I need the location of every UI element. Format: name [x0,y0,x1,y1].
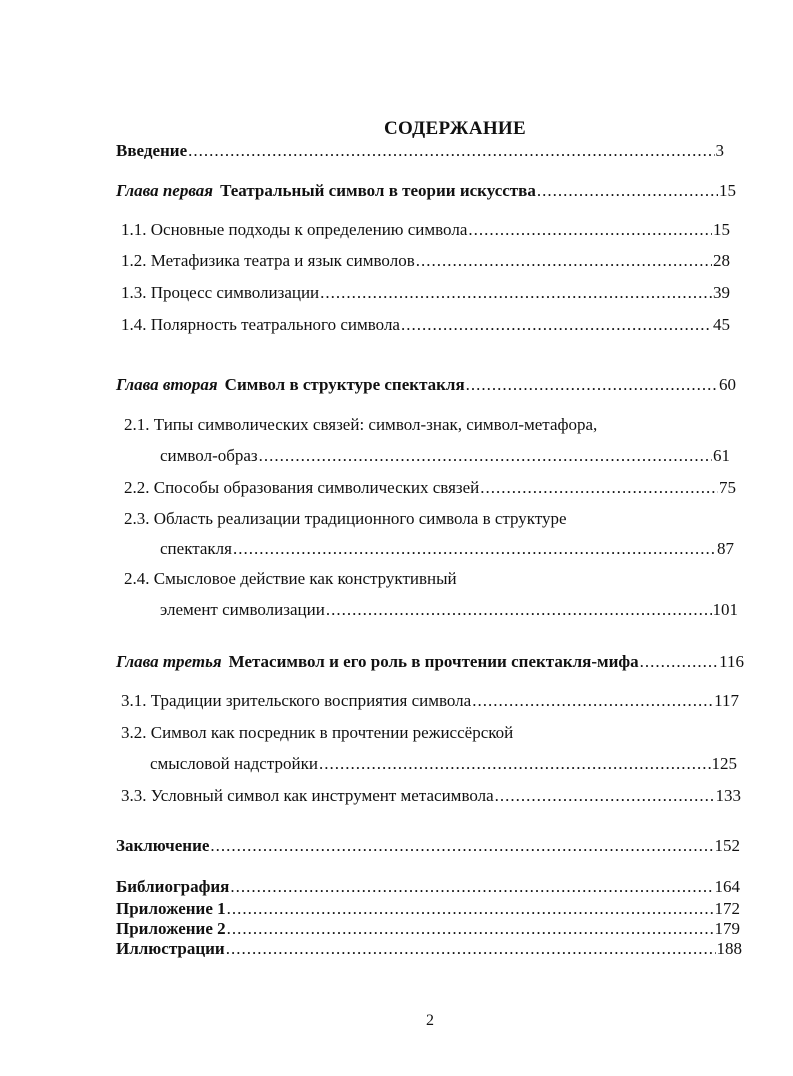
entry-page: 60 [719,375,736,394]
entry-page: 87 [717,539,734,558]
dot-leader [259,445,712,467]
toc-chapter-3 [116,651,744,673]
entry-label: 2.2. Способы образования символических связей [124,478,480,497]
toc-entry-1-2 [121,250,730,272]
entry-label: Введение [116,141,188,160]
dot-leader [537,180,718,202]
entry-page: 188 [716,939,742,958]
toc-entry-3-2 [150,753,737,775]
toc-entry-1-1 [121,219,730,241]
dot-leader [227,898,714,920]
entry-label: Приложение 1 [116,899,226,918]
page-number: 2 [426,1012,434,1029]
dot-leader [495,785,715,807]
toc-entry-1-4 [121,314,730,336]
toc-entry-illustrations [116,938,742,960]
entry-label: 1.2. Метафизика театра и язык символов [121,251,415,270]
dot-leader [468,219,712,241]
dot-leader [233,538,716,560]
chapter-label: Глава вторая [116,375,218,394]
toc-entry-3-3 [121,785,741,807]
dot-leader [188,140,714,162]
entry-label: 3.3. Условный символ как инструмент метасимвола [121,786,494,805]
toc-title: СОДЕРЖАНИЕ [384,118,526,139]
dot-leader [416,250,712,272]
toc-entry-1-3 [121,282,730,304]
chapter-title: Театральный символ в теории искусства [220,181,536,200]
dot-leader [401,314,712,336]
entry-page: 3 [715,141,724,160]
chapter-label: Глава первая [116,181,214,200]
toc-chapter-1 [116,180,736,202]
dot-leader [480,477,718,499]
entry-label: Библиография [116,877,230,896]
toc-entry-appendix-2 [116,918,740,940]
dot-leader [320,282,712,304]
chapter-label: Глава третья [116,652,222,671]
dot-leader [230,876,713,898]
toc-entry-2-1-line1: 2.1. Типы символических связей: символ-знак, символ-метафора, [124,415,598,434]
toc-entry-3-2-line1: 3.2. Символ как посредник в прочтении режиссёрской [121,723,514,742]
toc-entry-2-4-line1: 2.4. Смысловое действие как конструктивный [124,569,457,588]
toc-entry-intro [116,140,724,162]
dot-leader [640,651,718,673]
entry-label: спектакля [160,539,232,558]
entry-label: смысловой надстройки [150,754,318,773]
entry-page: 61 [713,446,730,465]
entry-page: 179 [714,919,740,938]
entry-page: 164 [714,877,740,896]
toc-entry-appendix-1 [116,898,740,920]
entry-label: символ-образ [160,446,258,465]
dot-leader [326,599,712,621]
entry-page: 15 [719,181,736,200]
entry-page: 28 [713,251,730,270]
entry-page: 125 [711,754,737,773]
entry-label: 1.3. Процесс символизации [121,283,320,302]
entry-page: 172 [714,899,740,918]
dot-leader [226,938,716,960]
toc-entry-bibliography [116,876,740,898]
entry-label: 1.4. Полярность театрального символа [121,315,400,334]
dot-leader [210,835,713,857]
entry-page: 15 [713,220,730,239]
dot-leader [227,918,714,940]
dot-leader [319,753,711,775]
entry-label: 3.1. Традиции зрительского восприятия символа [121,691,472,710]
entry-page: 116 [719,652,744,671]
entry-label: Иллюстрации [116,939,225,958]
dot-leader [466,374,718,396]
entry-page: 101 [712,600,738,619]
toc-entry-2-3 [160,538,734,560]
toc-entry-3-1 [121,690,739,712]
toc-entry-2-2 [124,477,736,499]
entry-page: 152 [714,836,740,855]
entry-label: 1.1. Основные подходы к определению символа [121,220,468,239]
entry-page: 39 [713,283,730,302]
toc-chapter-2 [116,374,736,396]
dot-leader [472,690,713,712]
chapter-title: Символ в структуре спектакля [224,375,465,394]
entry-label: Заключение [116,836,210,855]
toc-entry-2-4 [160,599,738,621]
entry-page: 45 [713,315,730,334]
entry-page: 117 [714,691,739,710]
toc-entry-conclusion [116,835,740,857]
chapter-title: Метасимвол и его роль в прочтении спектакля-мифа [228,652,639,671]
entry-page: 133 [715,786,741,805]
entry-label: Приложение 2 [116,919,226,938]
entry-page: 75 [719,478,736,497]
toc-entry-2-1 [160,445,730,467]
entry-label: элемент символизации [160,600,325,619]
toc-entry-2-3-line1: 2.3. Область реализации традиционного символа в структуре [124,509,567,528]
